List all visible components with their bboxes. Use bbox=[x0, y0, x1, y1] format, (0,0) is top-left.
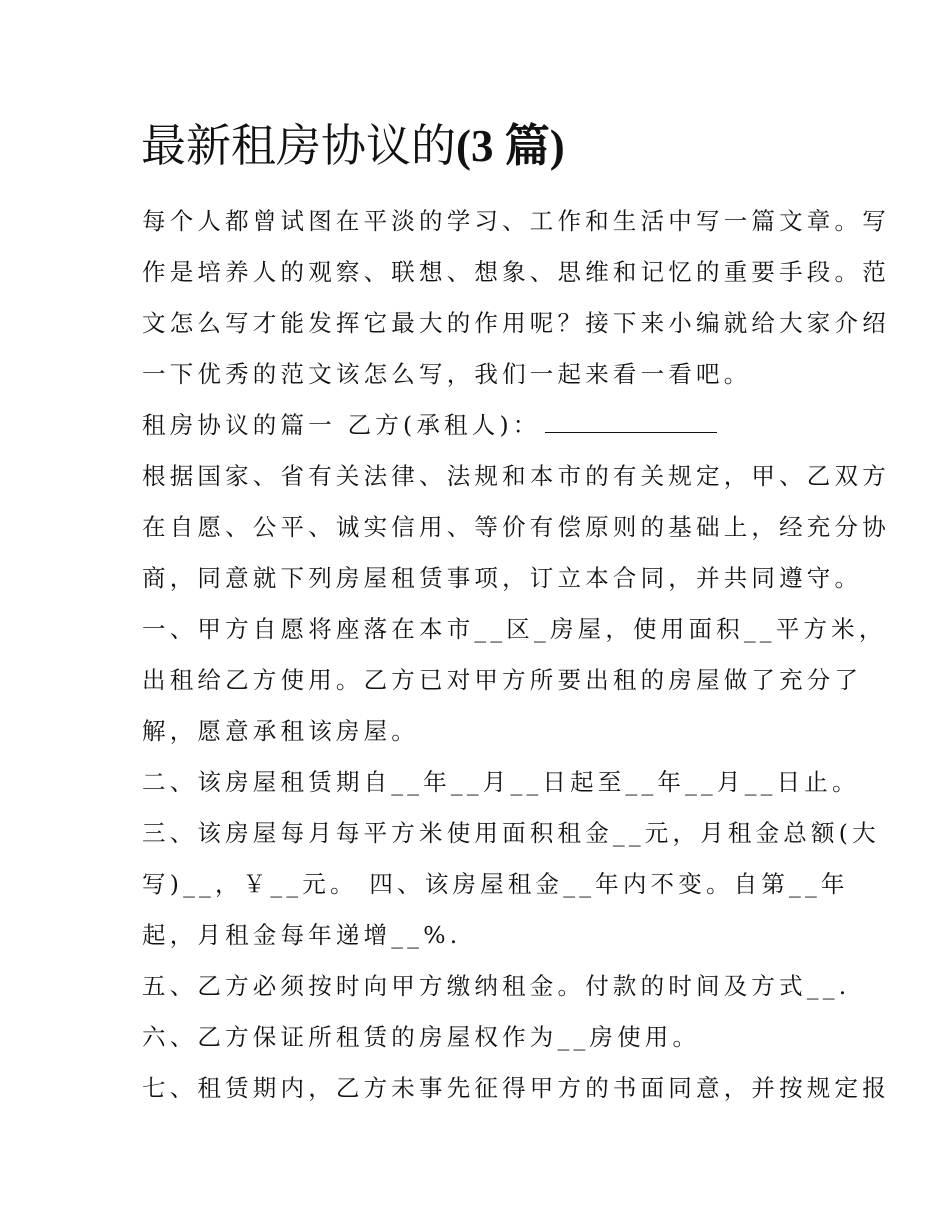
body-line-8: 三、该房屋每月每平方米使用面积租金__元，月租金总额(大 bbox=[142, 819, 880, 847]
body-line-2: 在自愿、公平、诚实信用、等价有偿原则的基础上，经充分协 bbox=[142, 513, 890, 541]
body-line-7: 二、该房屋租赁期自__年__月__日起至__年__月__日止。 bbox=[142, 768, 860, 796]
body-line-11: 五、乙方必须按时向甲方缴纳租金。付款的时间及方式__. bbox=[142, 972, 851, 1000]
intro-line-4: 一下优秀的范文该怎么写，我们一起来看一看吧。 bbox=[142, 360, 752, 388]
body-line-3: 商，同意就下列房屋租赁事项，订立本合同，并共同遵守。 bbox=[142, 564, 863, 592]
tenant-name-blank bbox=[545, 410, 717, 433]
body-line-10: 起，月租金每年递增__%. bbox=[142, 921, 462, 949]
body-line-9: 写)__，￥__元。 四、该房屋租金__年内不变。自第__年 bbox=[142, 870, 849, 898]
body-line-5: 出租给乙方使用。乙方已对甲方所要出租的房屋做了充分了 bbox=[142, 666, 863, 694]
title-suffix-text: (3 篇) bbox=[456, 121, 565, 171]
section-heading bbox=[142, 409, 822, 441]
body-line-12: 六、乙方保证所租赁的房屋权作为__房使用。 bbox=[142, 1023, 701, 1051]
document-title bbox=[141, 116, 565, 176]
body-line-4: 一、甲方自愿将座落在本市__区_房屋，使用面积__平方米， bbox=[142, 615, 887, 643]
intro-line-3: 文怎么写才能发挥它最大的作用呢？接下来小编就给大家介绍 bbox=[142, 309, 890, 337]
intro-line-1: 每个人都曾试图在平淡的学习、工作和生活中写一篇文章。写 bbox=[142, 207, 890, 235]
body-line-6: 解，愿意承租该房屋。 bbox=[142, 717, 419, 745]
body-line-13: 七、租赁期内，乙方未事先征得甲方的书面同意，并按规定报 bbox=[142, 1074, 890, 1102]
title-main-text: 最新租房协议的 bbox=[141, 119, 457, 172]
intro-line-2: 作是培养人的观察、联想、想象、思维和记忆的重要手段。范 bbox=[142, 258, 890, 286]
section-heading-text: 租房协议的篇一 乙方(承租人)： bbox=[142, 411, 541, 439]
body-line-1: 根据国家、省有关法律、法规和本市的有关规定，甲、乙双方 bbox=[142, 462, 890, 490]
